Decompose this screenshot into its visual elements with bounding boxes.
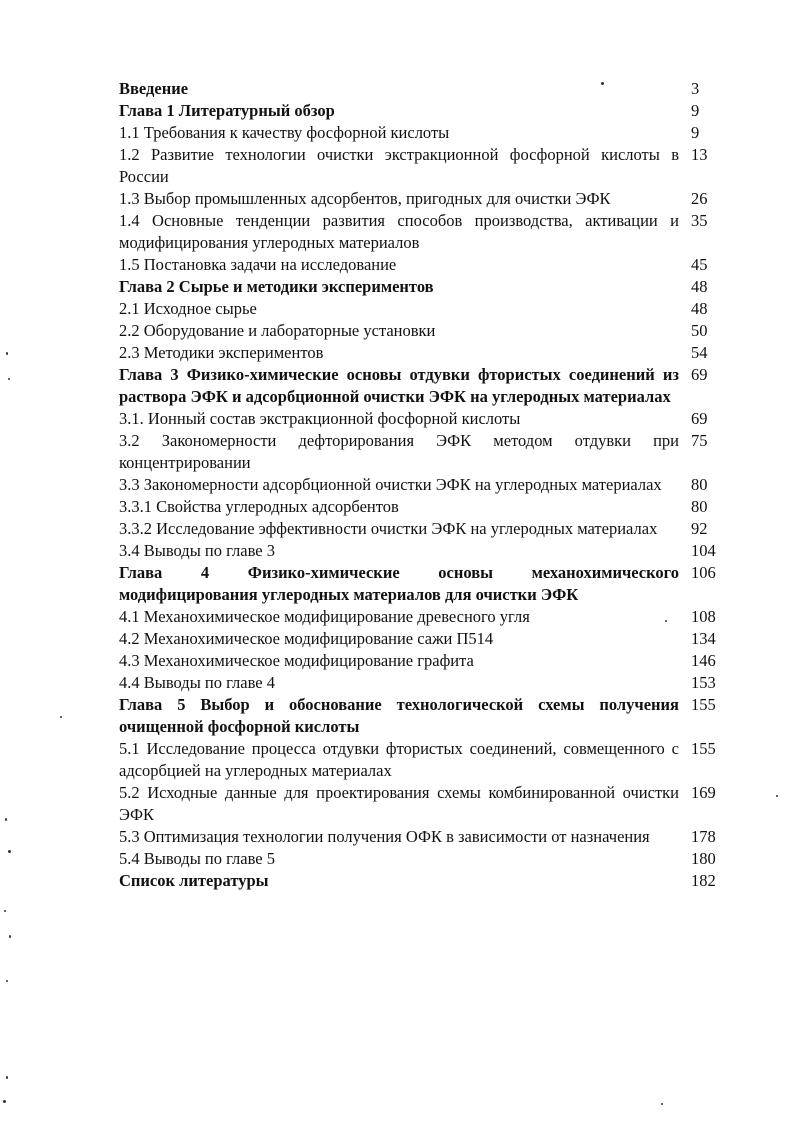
toc-entry-title: Введение [119, 79, 189, 98]
toc-entry-2-3 [119, 342, 719, 364]
toc-entry-chapter-5 [119, 694, 719, 738]
toc-entry-title: Глава 2 Сырье и методики экспериментов [119, 277, 434, 296]
toc-entry-4-3 [119, 650, 719, 672]
toc-entry-title: 4.2 Механохимическое модифицирование сажи П514 [119, 629, 494, 648]
toc-entry-title: 1.4 Основные тенденции развития способов производства, активации и модифицирования углеродных материалов [119, 211, 679, 252]
toc-entry-page: 155 [691, 739, 716, 758]
toc-entry-page: 75 [691, 431, 708, 450]
toc-entry-title: 1.5 Постановка задачи на исследование [119, 255, 397, 274]
toc-entry-2-2 [119, 320, 719, 342]
toc-entry-1-1 [119, 122, 719, 144]
scan-speck [3, 1100, 6, 1103]
toc-entry-title: 3.3 Закономерности адсорбционной очистки ЭФК на углеродных материалах [119, 475, 662, 494]
scan-speck [8, 850, 11, 853]
toc-entry-title: 2.2 Оборудование и лабораторные установки [119, 321, 436, 340]
scan-speck [8, 378, 10, 380]
toc-entry-page: 26 [691, 189, 708, 208]
toc-entry-title: 1.2 Развитие технологии очистки экстракционной фосфорной кислоты в России [119, 145, 679, 186]
scan-speck [6, 1076, 8, 1079]
scan-speck [60, 716, 62, 718]
toc-entry-references [119, 870, 719, 892]
toc-entry-title: 3.3.2 Исследование эффективности очистки ЭФК на углеродных материалах [119, 519, 658, 538]
toc-entry-chapter-3 [119, 364, 719, 408]
toc-entry-3-1 [119, 408, 719, 430]
toc-entry-3-4 [119, 540, 719, 562]
toc-entry-4-1 [119, 606, 719, 628]
scan-speck [601, 82, 604, 85]
toc-entry-page: 155 [691, 695, 716, 714]
toc-entry-5-3 [119, 826, 719, 848]
toc-entry-page: 9 [691, 101, 700, 120]
toc-entry-page: 146 [691, 651, 716, 670]
toc-entry-page: 3 [691, 79, 700, 98]
toc-entry-page: 45 [691, 255, 708, 274]
toc-entry-title: 4.3 Механохимическое модифицирование графита [119, 651, 474, 670]
toc-entry-4-2 [119, 628, 719, 650]
toc-entry-4-4 [119, 672, 719, 694]
toc-entry-page: 180 [691, 849, 716, 868]
toc-entry-page: 169 [691, 783, 716, 802]
scan-speck [661, 1103, 663, 1105]
scan-speck [9, 935, 11, 938]
toc-entry-title: Список литературы [119, 871, 269, 890]
toc-entry-title: 5.4 Выводы по главе 5 [119, 849, 275, 868]
toc-entry-page: 54 [691, 343, 708, 362]
toc-entry-title: Глава 4 Физико-химические основы механохимического модифицирования углеродных материалов для очистки ЭФК [119, 563, 679, 604]
scan-speck [4, 910, 6, 912]
toc-entry-page: 80 [691, 475, 708, 494]
toc-entry-5-1 [119, 738, 719, 782]
toc-entry-page: 178 [691, 827, 716, 846]
toc-entry-5-2 [119, 782, 719, 826]
scan-speck [6, 352, 8, 355]
toc-entry-chapter-2 [119, 276, 719, 298]
toc-entry-page: 50 [691, 321, 708, 340]
scan-speck [5, 818, 7, 821]
toc-entry-title: 3.3.1 Свойства углеродных адсорбентов [119, 497, 399, 516]
toc-entry-chapter-4 [119, 562, 719, 606]
toc-entry-title: 2.1 Исходное сырье [119, 299, 257, 318]
toc-entry-title: 4.4 Выводы по главе 4 [119, 673, 275, 692]
toc-entry-3-2 [119, 430, 719, 474]
toc-entry-page: 106 [691, 563, 716, 582]
scan-speck [6, 980, 8, 982]
toc-entry-page: 104 [691, 541, 716, 560]
toc-entry-title: 3.4 Выводы по главе 3 [119, 541, 275, 560]
toc-entry-page: 69 [691, 409, 708, 428]
toc-entry-page: 108 [691, 607, 716, 626]
toc-entry-page: 48 [691, 277, 708, 296]
toc-entry-title: Глава 3 Физико-химические основы отдувки фтористых соединений из раствора ЭФК и адсорбционной очистки ЭФК на углеродных материалах [119, 365, 679, 406]
toc-entry-3-3-2 [119, 518, 719, 540]
toc-entry-page: 92 [691, 519, 708, 538]
toc-entry-title: 1.1 Требования к качеству фосфорной кислоты [119, 123, 450, 142]
toc-entry-1-4 [119, 210, 719, 254]
toc-entry-chapter-1 [119, 100, 719, 122]
toc-entry-page: 35 [691, 211, 708, 230]
toc-entry-1-5 [119, 254, 719, 276]
toc-entry-3-3 [119, 474, 719, 496]
toc-entry-3-3-1 [119, 496, 719, 518]
toc-entry-page: 153 [691, 673, 716, 692]
toc-entry-page: 48 [691, 299, 708, 318]
toc-entry-page: 9 [691, 123, 700, 142]
toc-entry-5-4 [119, 848, 719, 870]
toc-entry-title: 5.3 Оптимизация технологии получения ОФК в зависимости от назначения [119, 827, 650, 846]
toc-entry-1-2 [119, 144, 719, 188]
toc-entry-title: Глава 5 Выбор и обоснование технологической схемы получения очищенной фосфорной кислоты [119, 695, 679, 736]
toc-entry-page: 69 [691, 365, 708, 384]
toc-entry-title: 2.3 Методики экспериментов [119, 343, 324, 362]
table-of-contents [119, 78, 719, 892]
toc-entry-introduction [119, 78, 719, 100]
toc-entry-title: 5.2 Исходные данные для проектирования схемы комбинированной очистки ЭФК [119, 783, 679, 824]
toc-entry-page: 13 [691, 145, 708, 164]
toc-entry-title: 4.1 Механохимическое модифицирование древесного угля [119, 607, 530, 626]
toc-entry-page: 134 [691, 629, 716, 648]
toc-entry-title: 3.2 Закономерности дефторирования ЭФК методом отдувки при концентрировании [119, 431, 679, 472]
scan-speck [776, 795, 778, 797]
toc-entry-1-3 [119, 188, 719, 210]
toc-entry-title: Глава 1 Литературный обзор [119, 101, 335, 120]
toc-entry-title: 3.1. Ионный состав экстракционной фосфорной кислоты [119, 409, 521, 428]
toc-entry-title: 1.3 Выбор промышленных адсорбентов, пригодных для очистки ЭФК [119, 189, 611, 208]
toc-entry-2-1 [119, 298, 719, 320]
toc-entry-title: 5.1 Исследование процесса отдувки фтористых соединений, совмещенного с адсорбцией на углеродных материалах [119, 739, 679, 780]
toc-entry-page: 80 [691, 497, 708, 516]
toc-entry-page: 182 [691, 871, 716, 890]
scan-speck [665, 620, 667, 622]
